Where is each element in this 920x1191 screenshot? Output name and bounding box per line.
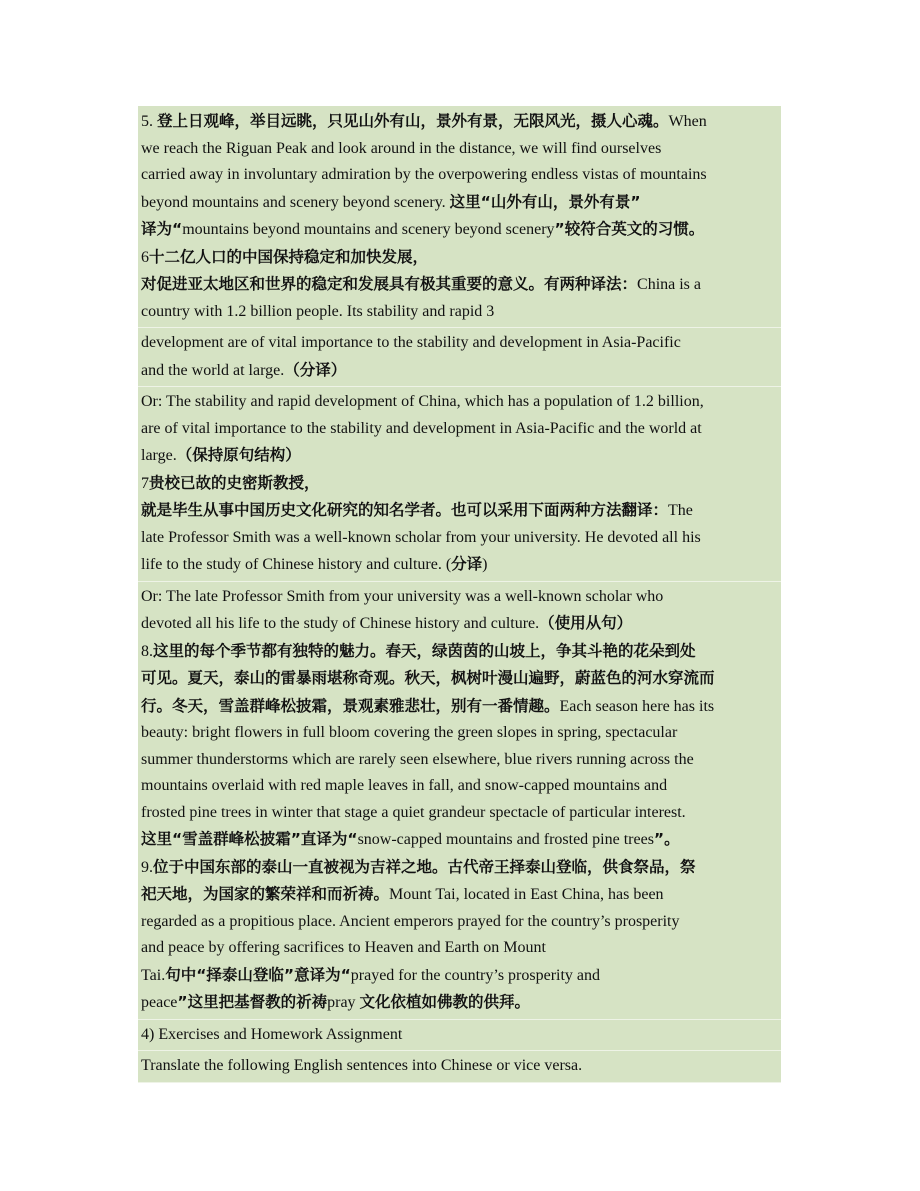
text-line: 译为“mountains beyond mountains and scenery beyond scenery”较符合英文的习惯。 (141, 220, 705, 238)
text-line: 4) Exercises and Homework Assignment (141, 1025, 403, 1043)
text-line: are of vital importance to the stability and development in Asia-Pacific and the world at (141, 419, 702, 437)
text-line: Translate the following English sentences into Chinese or vice versa. (141, 1057, 583, 1074)
text-line: 对促进亚太地区和世界的稳定和发展具有极其重要的意义。有两种译法：China is a (141, 275, 702, 293)
paragraph (138, 582, 781, 1020)
text-line: 这里“雪盖群峰松披霜”直译为“snow-capped mountains and frosted pine trees”。 (141, 830, 680, 848)
text-line: 9.位于中国东部的泰山一直被视为吉祥之地。古代帝王择泰山登临，供食祭品，祭 (141, 857, 696, 876)
paragraph (138, 387, 781, 582)
paragraph (138, 1051, 781, 1083)
text-line: late Professor Smith was a well-known scholar from your university. He devoted all his (141, 528, 701, 546)
text-line: 祀天地，为国家的繁荣祥和而祈祷。Mount Tai, located in East China, has been (141, 885, 664, 903)
text-line: Or: The late Professor Smith from your university was a well-known scholar who (141, 587, 664, 605)
text-line: 可见。夏天，泰山的雷暴雨堪称奇观。秋天，枫树叶漫山遍野，蔚蓝色的河水穿流而 (141, 669, 715, 687)
text-line: 就是毕生从事中国历史文化研究的知名学者。也可以采用下面两种方法翻译：The (141, 501, 693, 519)
paragraph (138, 106, 781, 328)
document-body (138, 106, 781, 1083)
text-line: regarded as a propitious place. Ancient emperors prayed for the country’s prosperity (141, 912, 680, 930)
paragraph (138, 1020, 781, 1052)
text-line: country with 1.2 billion people. Its stability and rapid 3 (141, 302, 495, 320)
text-line: 6十二亿人口的中国保持稳定和加快发展， (141, 247, 429, 266)
text-line: life to the study of Chinese history and culture. (分译) (141, 555, 488, 573)
text-line: 5. 登上日观峰，举目远眺，只见山外有山，景外有景，无限风光，摄人心魂。When (141, 112, 707, 130)
text-line: peace”这里把基督教的祈祷pray 文化依植如佛教的供拜。 (141, 993, 531, 1011)
text-line: large.（保持原句结构） (141, 446, 301, 464)
text-line: devoted all his life to the study of Chinese history and culture.（使用从句） (141, 614, 633, 632)
text-line: we reach the Riguan Peak and look around in the distance, we will find ourselves (141, 139, 662, 157)
text-line: and peace by offering sacrifices to Heaven and Earth on Mount (141, 939, 546, 956)
text-line: frosted pine trees in winter that stage a quiet grandeur spectacle of particular interest. (141, 803, 686, 821)
text-line: carried away in involuntary admiration by the overpowering endless vistas of mountains (141, 166, 707, 183)
text-line: 8.这里的每个季节都有独特的魅力。春天，绿茵茵的山坡上，争其斗艳的花朵到处 (141, 641, 696, 660)
text-line: beyond mountains and scenery beyond scenery. 这里“山外有山，景外有景” (141, 192, 641, 211)
text-line: development are of vital importance to the stability and development in Asia-Pacific (141, 334, 681, 351)
text-line: beauty: bright flowers in full bloom covering the green slopes in spring, spectacular (141, 724, 678, 741)
text-line: summer thunderstorms which are rarely seen elsewhere, blue rivers running across the (141, 750, 694, 768)
paragraph (138, 328, 781, 387)
text-line: 7贵校已故的史密斯教授， (141, 473, 320, 492)
text-line: 行。冬天，雪盖群峰松披霜，景观素雅悲壮，别有一番情趣。Each season here has its (141, 696, 715, 715)
text-line: Tai.句中“择泰山登临”意译为“prayed for the country’s prosperity and (141, 965, 601, 984)
text-line: mountains overlaid with red maple leaves in fall, and snow-capped mountains and (141, 777, 668, 794)
text-line: Or: The stability and rapid development of China, which has a population of 1.2 billion, (141, 393, 704, 410)
text-line: and the world at large.（分译） (141, 360, 347, 379)
